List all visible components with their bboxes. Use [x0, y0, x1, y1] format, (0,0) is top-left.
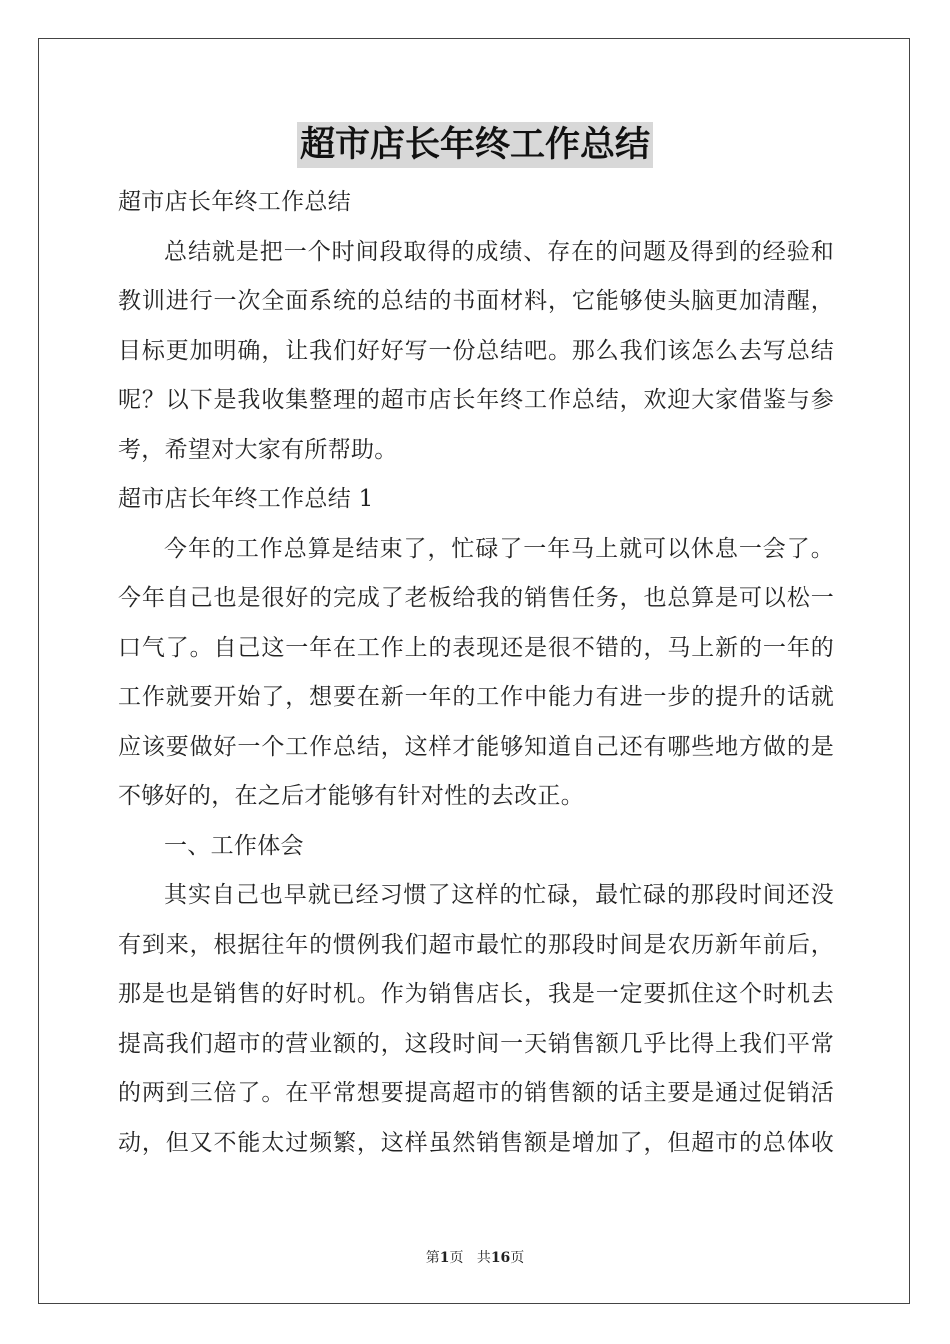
text-line: 一、工作体会	[164, 832, 304, 859]
text-line: 应该要做好一个工作总结，这样才能够知道自己还有哪些地方做的是	[118, 733, 834, 760]
text-line: 口气了。自己这一年在工作上的表现还是很不错的，马上新的一年的	[118, 634, 834, 661]
text-line: 工作就要开始了，想要在新一年的工作中能力有进一步的提升的话就	[118, 684, 834, 710]
text-line: 那是也是销售的好时机。作为销售店长，我是一定要抓住这个时机去	[118, 981, 834, 1007]
text-line: 目标更加明确，让我们好好写一份总结吧。那么我们该怎么去写总结	[118, 337, 834, 364]
text-line: 动，但又不能太过频繁，这样虽然销售额是增加了，但超市的总体收	[118, 1129, 834, 1156]
text-line: 提高我们超市的营业额的，这段时间一天销售额几乎比得上我们平常	[118, 1030, 834, 1057]
text-line: 今年自己也是很好的完成了老板给我的销售任务，也总算是可以松一	[118, 585, 834, 611]
text-line: 教训进行一次全面系统的总结的书面材料，它能够使头脑更加清醒，	[118, 288, 834, 314]
text-line: 的两到三倍了。在平常想要提高超市的销售额的话主要是通过促销活	[118, 1080, 834, 1106]
total-suffix: 页	[510, 1250, 525, 1266]
text-line: 超市店长年终工作总结	[118, 189, 351, 215]
page-suffix: 页	[449, 1250, 464, 1266]
text-line: 其实自己也早就已经习惯了这样的忙碌，最忙碌的那段时间还没	[164, 882, 834, 908]
title-container	[0, 122, 950, 168]
text-line: 有到来，根据往年的惯例我们超市最忙的那段时间是农历新年前后，	[118, 931, 834, 958]
text-line: 呢？以下是我收集整理的超市店长年终工作总结，欢迎大家借鉴与参	[118, 387, 834, 413]
text-line: 考，希望对大家有所帮助。	[118, 436, 398, 463]
text-line: 今年的工作总算是结束了，忙碌了一年马上就可以休息一会了。	[164, 535, 834, 562]
text-line: 总结就是把一个时间段取得的成绩、存在的问题及得到的经验和	[164, 238, 834, 265]
total-page-count: 16	[490, 1250, 511, 1266]
total-prefix: 共	[476, 1250, 491, 1266]
text-line: 不够好的，在之后才能够有针对性的去改正。	[118, 783, 584, 809]
text-line: 超市店长年终工作总结 1	[118, 486, 374, 512]
document-body	[118, 178, 834, 1168]
document-title: 超市店长年终工作总结	[297, 122, 653, 168]
page-prefix: 第	[425, 1250, 440, 1266]
page-footer	[0, 1247, 950, 1267]
current-page-number: 1	[439, 1250, 450, 1266]
